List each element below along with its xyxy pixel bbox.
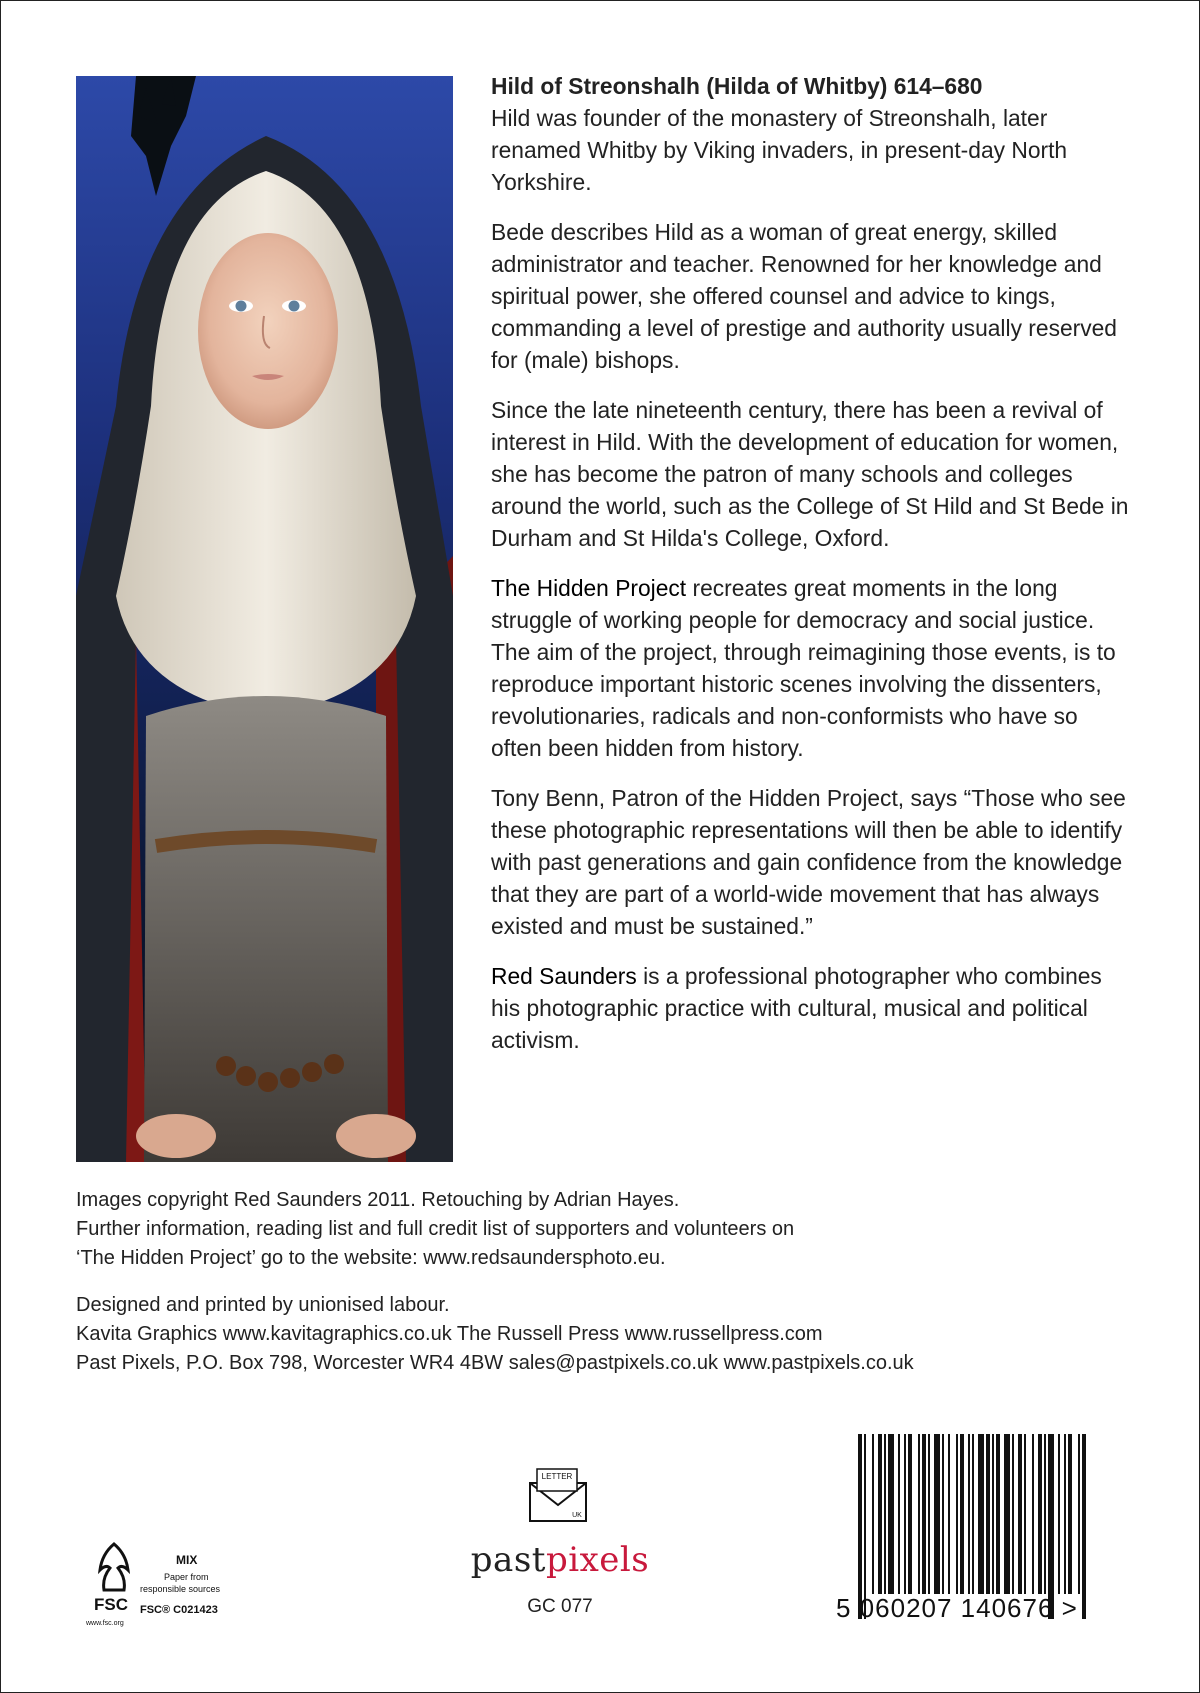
barcode-bar bbox=[898, 1434, 900, 1594]
barcode-digits: 5 060207 140676 > bbox=[836, 1593, 1078, 1623]
letter-icon bbox=[527, 1463, 589, 1525]
barcode-bar bbox=[1032, 1434, 1034, 1594]
barcode-bar bbox=[986, 1434, 990, 1594]
barcode-bar bbox=[1038, 1434, 1042, 1594]
barcode-bar bbox=[992, 1434, 994, 1594]
publisher-line: Past Pixels, P.O. Box 798, Worcester WR4 4BW sales@pastpixels.co.uk www.pastpixels.co.uk bbox=[76, 1352, 914, 1374]
red-saunders-text: is a professional photographer who combines his photographic practice with cultural, musical and political activism. bbox=[491, 963, 1102, 1053]
paragraph-red-saunders bbox=[491, 960, 1131, 1056]
portrait-image bbox=[76, 76, 453, 1162]
barcode bbox=[858, 1434, 1088, 1619]
barcode-bar bbox=[904, 1434, 906, 1594]
copyright-line: Images copyright Red Saunders 2011. Retouching by Adrian Hayes. bbox=[76, 1189, 680, 1211]
letter-label: LETTER bbox=[541, 1472, 573, 1481]
pastpixels-logo bbox=[430, 1540, 690, 1580]
hidden-project-lead: The Hidden Project bbox=[491, 575, 687, 601]
barcode-bar bbox=[1048, 1434, 1054, 1619]
fsc-code: FSC® C021423 bbox=[140, 1604, 218, 1616]
barcode-bar bbox=[1058, 1434, 1060, 1594]
barcode-bar bbox=[968, 1434, 970, 1594]
barcode-bar bbox=[1082, 1434, 1086, 1619]
barcode-bar bbox=[1004, 1434, 1010, 1594]
barcode-bar bbox=[872, 1434, 874, 1594]
fsc-logo bbox=[80, 1538, 250, 1630]
barcode-bar bbox=[1018, 1434, 1022, 1594]
hidden-project-text: recreates great moments in the long struggle of working people for democracy and social justice. The aim of the project, through reimagining those events, is to reproduce important historic scenes involving the dissenters, revolutionaries, radicals and non-conformists who have so often been hidden from history. bbox=[491, 575, 1116, 761]
paragraph-hidden-project bbox=[491, 572, 1131, 764]
barcode-bar bbox=[960, 1434, 964, 1594]
fsc-paper-1: Paper from bbox=[164, 1572, 209, 1582]
barcode-bar bbox=[1044, 1434, 1046, 1594]
main-text bbox=[491, 70, 1131, 1074]
barcode-bar bbox=[996, 1434, 1000, 1594]
barcode-bar bbox=[928, 1434, 930, 1594]
barcode-bar bbox=[972, 1434, 974, 1594]
product-code: GC 077 bbox=[527, 1596, 593, 1617]
fsc-mark: FSC bbox=[94, 1595, 128, 1614]
barcode-bar bbox=[878, 1434, 882, 1594]
paragraph-revival: Since the late nineteenth century, there has been a revival of interest in Hild. With the development of education for women, she has become the patron of many schools and colleges around the world, such as the College of St Hild and St Bede in Durham and St Hilda's College, Oxford. bbox=[491, 397, 1129, 551]
barcode-bar bbox=[948, 1434, 950, 1594]
union-line: Designed and printed by unionised labour. bbox=[76, 1294, 450, 1316]
intro-text: Hild was founder of the monastery of Streonshalh, later renamed Whitby by Viking invaders, in present-day North Yorkshire. bbox=[491, 105, 1068, 195]
info-line: Further information, reading list and full credit list of supporters and volunteers on bbox=[76, 1218, 795, 1240]
barcode-bar bbox=[1068, 1434, 1072, 1594]
barcode-bar bbox=[1024, 1434, 1026, 1594]
website-line: ‘The Hidden Project’ go to the website: www.redsaundersphoto.eu. bbox=[76, 1247, 666, 1269]
printer-block bbox=[76, 1291, 1056, 1378]
barcode-bar bbox=[922, 1434, 926, 1594]
barcode-bar bbox=[858, 1434, 862, 1619]
fsc-url: www.fsc.org bbox=[86, 1620, 124, 1627]
tree-icon bbox=[100, 1544, 128, 1590]
printers-line: Kavita Graphics www.kavitagraphics.co.uk The Russell Press www.russellpress.com bbox=[76, 1323, 823, 1345]
paragraph-bede: Bede describes Hild as a woman of great energy, skilled administrator and teacher. Renowned for her knowledge and spiritual power, she offered counsel and advice to kings, commanding a level of prestige and authority usually reserved for (male) bishops. bbox=[491, 219, 1117, 373]
barcode-bar bbox=[934, 1434, 940, 1594]
barcode-bar bbox=[1078, 1434, 1080, 1594]
credits bbox=[76, 1186, 1056, 1396]
logo-past: past bbox=[470, 1540, 546, 1580]
barcode-bar bbox=[956, 1434, 958, 1594]
barcode-bar bbox=[908, 1434, 912, 1594]
fsc-paper-2: responsible sources bbox=[140, 1584, 221, 1594]
barcode-bar bbox=[942, 1434, 944, 1594]
barcode-bar bbox=[1064, 1434, 1066, 1594]
barcode-bar bbox=[918, 1434, 920, 1594]
intro-paragraph bbox=[491, 70, 1131, 198]
fsc-mix: MIX bbox=[176, 1553, 198, 1567]
logo-pixels: pixels bbox=[545, 1540, 650, 1580]
red-saunders-lead: Red Saunders bbox=[491, 963, 637, 989]
page-title: Hild of Streonshalh (Hilda of Whitby) 614–680 bbox=[491, 73, 983, 99]
barcode-bar bbox=[864, 1434, 866, 1619]
barcode-bar bbox=[978, 1434, 984, 1594]
copyright-block bbox=[76, 1186, 1056, 1273]
letter-country: UK bbox=[572, 1512, 582, 1519]
barcode-bar bbox=[1012, 1434, 1014, 1594]
paragraph-tony-benn: Tony Benn, Patron of the Hidden Project, says “Those who see these photographic representations will then be able to identify with past generations and gain confidence from the knowledge that they are part of a world-wide movement that has always existed and must be sustained.” bbox=[491, 785, 1126, 939]
barcode-bar bbox=[888, 1434, 894, 1594]
barcode-bar bbox=[884, 1434, 886, 1594]
